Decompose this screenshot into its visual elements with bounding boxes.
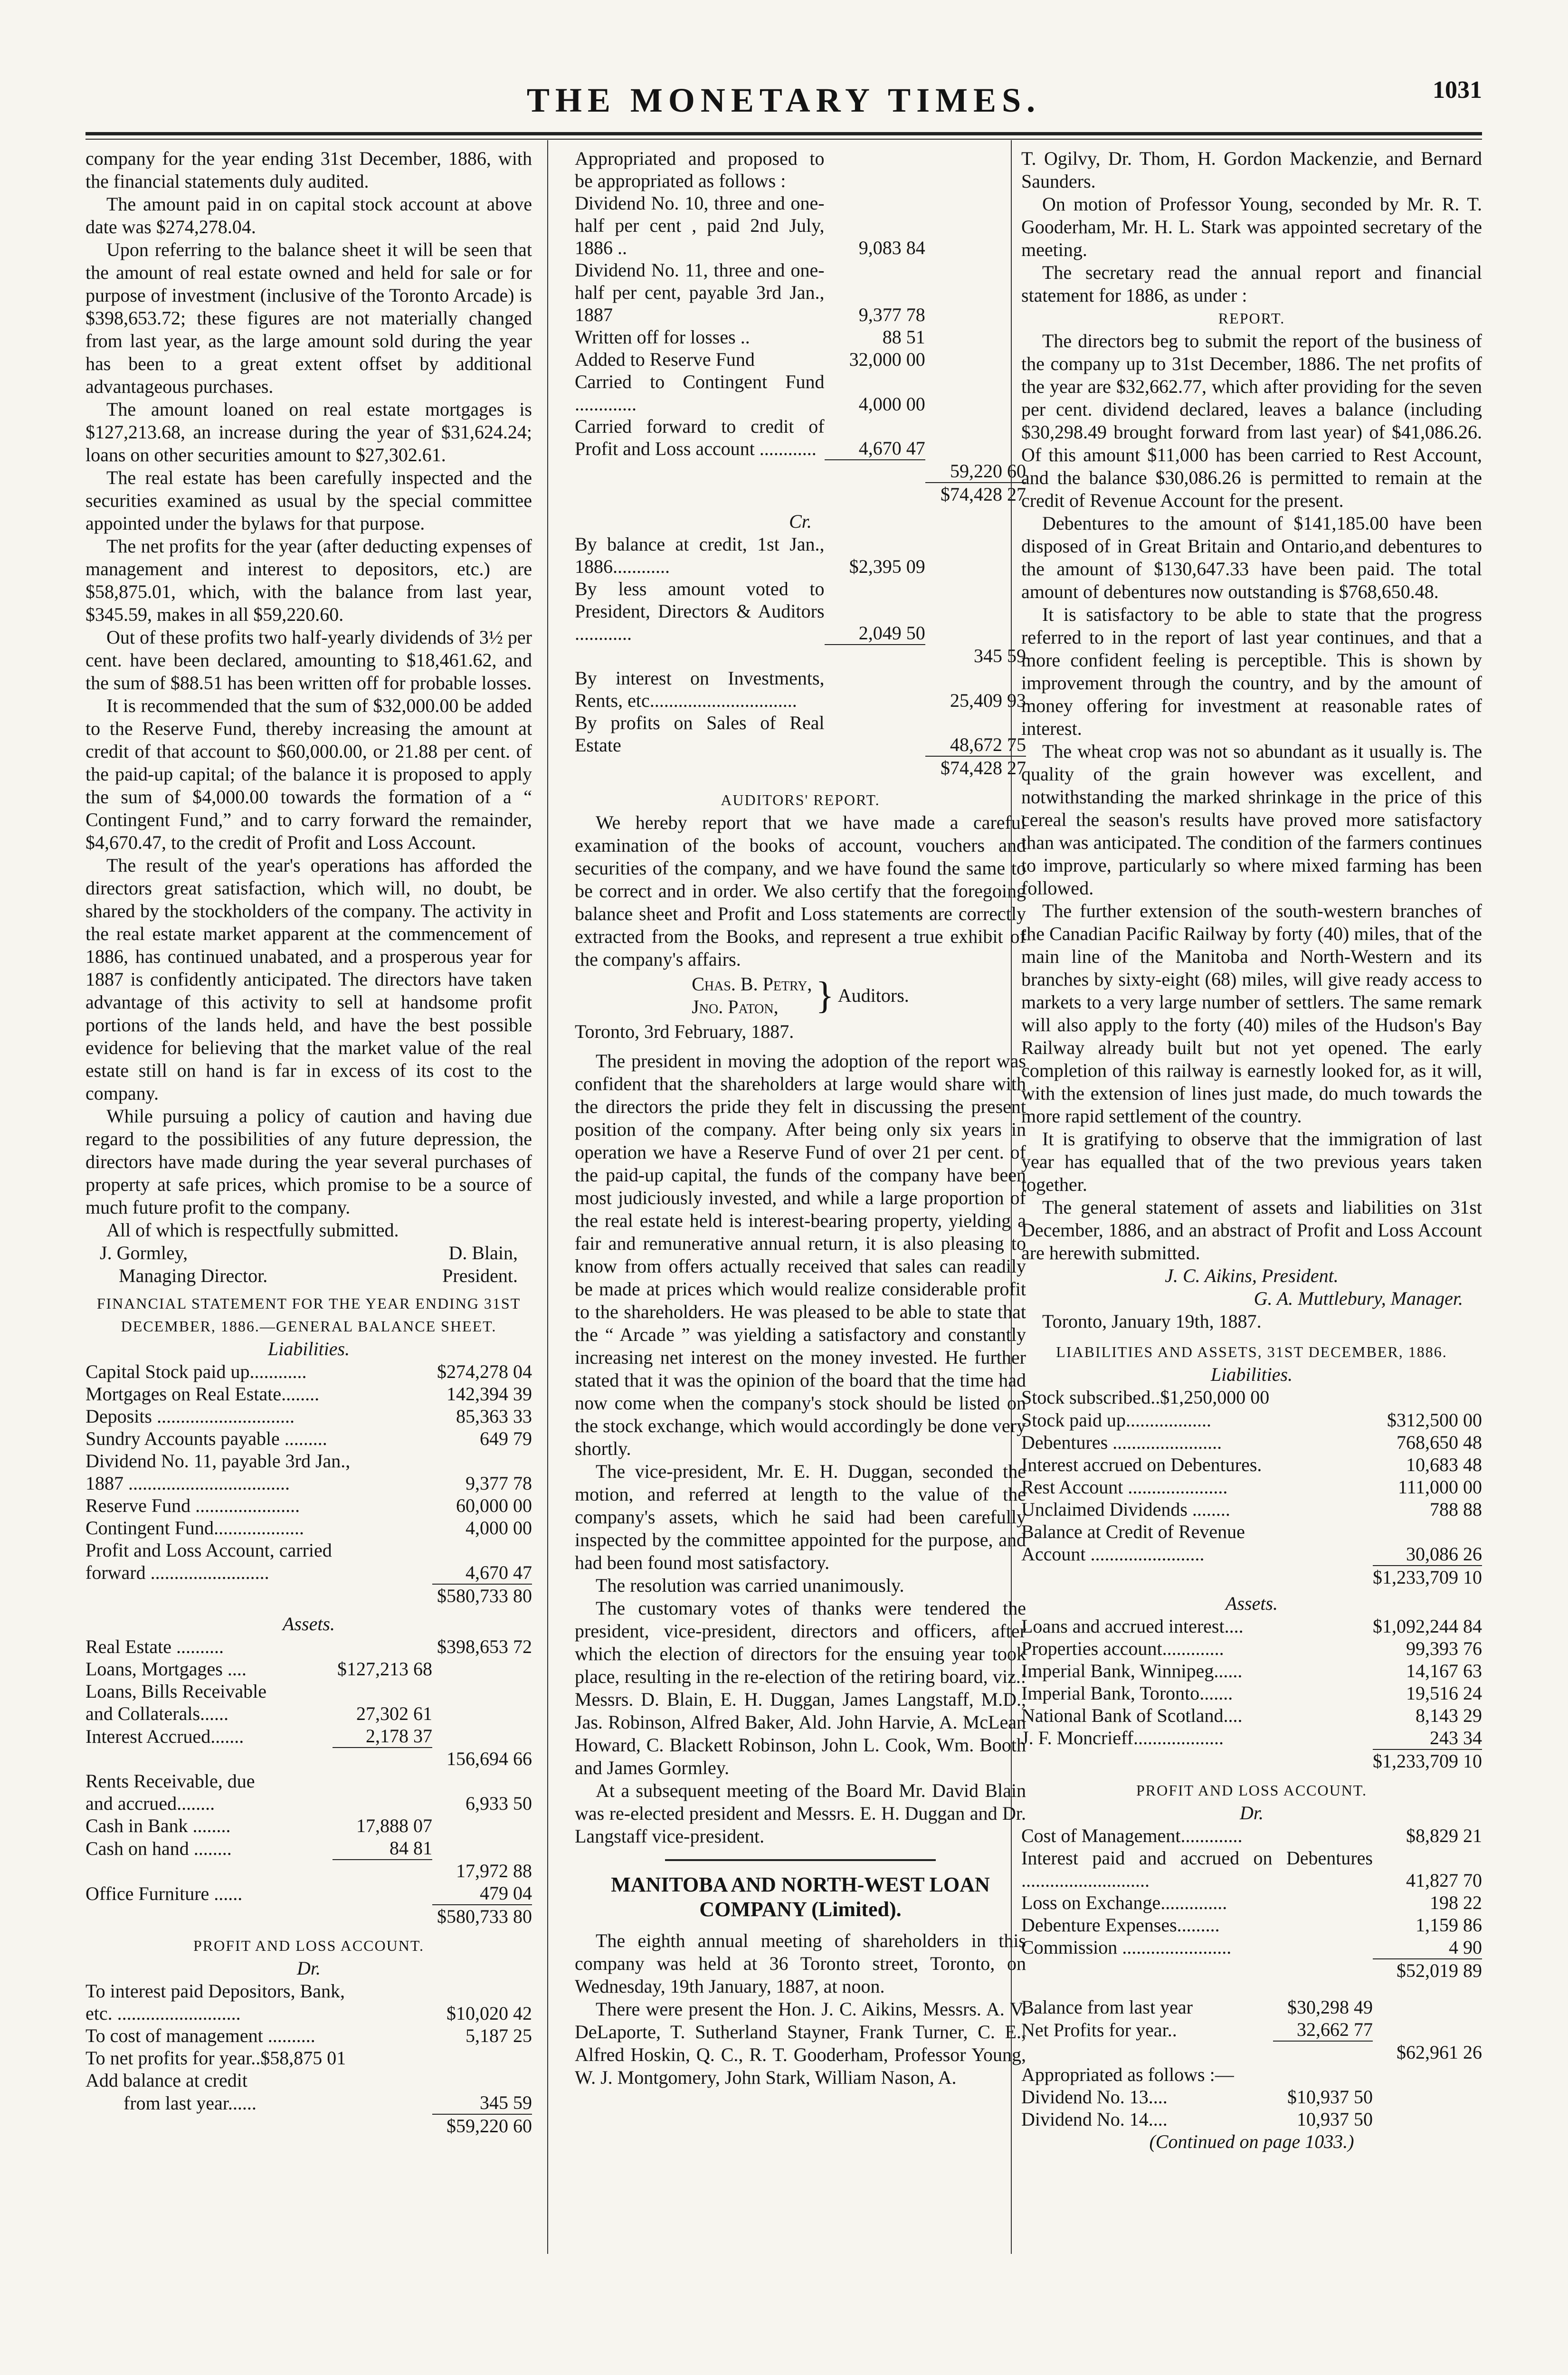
paragraph: On motion of Professor Young, seconded by Mr. R. T. Gooderham, Mr. H. L. Stark was appointed secretary of the meeting. xyxy=(1021,193,1482,260)
row-label: and accrued........ xyxy=(86,1793,215,1814)
subtotal-amount: 59,220 60 xyxy=(950,460,1026,482)
table-row xyxy=(1021,1543,1482,1565)
paragraph: The customary votes of thanks were tendered the president, vice-president, directors and officers, after which the election of directors for the ensuing year took place, resulting in the re-election of the retiring board, viz.: Messrs. D. Blain, E. H. Duggan, James Langstaff, M.D., Jas. Robinson, Alfred Baker, Ald. John Harvie, A. McLean Howard, C. Blackett Robinson, John L. Cook, Wm. Booth and James Gormley. xyxy=(575,1597,1026,1778)
total-amount: $1,233,709 10 xyxy=(1373,1750,1482,1772)
table-row xyxy=(1021,1409,1482,1431)
section-heading: REPORT. xyxy=(1218,310,1285,327)
row-amount: 19,516 24 xyxy=(1406,1682,1482,1704)
table-row xyxy=(86,1405,532,1427)
liabilities-table xyxy=(1021,1409,1482,1565)
row-label: Office Furniture ...... xyxy=(86,1883,243,1904)
masthead-title: THE MONETARY TIMES. xyxy=(526,81,1041,119)
paragraph: The general statement of assets and liabilities on 31st December, 1886, and an abstract of Profit and Loss Account are herewith submitted. xyxy=(1021,1197,1482,1264)
paragraph: The vice-president, Mr. E. H. Duggan, seconded the motion, and referred at length to the value of the company's assets, which he said had been carefully inspected by the committee appointed for the purpose, and had been found most satisfactory. xyxy=(575,1461,1026,1573)
row-label: By interest on Investments, Rents, etc............................... xyxy=(575,667,825,711)
signature-row xyxy=(86,1242,532,1264)
row-amount: 649 79 xyxy=(480,1428,532,1449)
row-amount: 5,187 25 xyxy=(466,2025,532,2046)
subtotal-amount: 156,694 66 xyxy=(447,1748,532,1769)
table-row xyxy=(86,1494,532,1517)
signature-title: Managing Director. xyxy=(119,1265,268,1286)
row-label: Appropriated and proposed to be appropriated as follows : xyxy=(575,148,825,191)
row-amount: 30,086 26 xyxy=(1406,1543,1482,1565)
row-label: Interest Accrued....... xyxy=(86,1726,244,1747)
row-amount: 142,394 39 xyxy=(447,1383,532,1405)
section-heading: PROFIT AND LOSS ACCOUNT. xyxy=(1136,1782,1367,1799)
row-amount: 788 88 xyxy=(1430,1499,1482,1520)
section-heading: LIABILITIES AND ASSETS, 31ST DECEMBER, 1886. xyxy=(1056,1343,1447,1360)
stock-subscribed-line: Stock subscribed..$1,250,000 00 xyxy=(1021,1387,1270,1408)
table-row xyxy=(86,1427,532,1450)
table-row xyxy=(1021,1660,1482,1682)
row-label: and Collaterals...... xyxy=(86,1703,229,1724)
row-label: Commission ....................... xyxy=(1021,1937,1232,1958)
row-amount: $10,020 42 xyxy=(447,2003,532,2024)
paragraph: While pursuing a policy of caution and having due regard to the possibilities of any future depression, the directors have made during the year several purchases of property at safe prices, which promise to be a source of much future profit to the company. xyxy=(86,1105,532,1218)
row-amount: $127,213 68 xyxy=(337,1658,432,1680)
column-1 xyxy=(86,147,532,2137)
signature-title: President. xyxy=(442,1265,518,1286)
row-label: By less amount voted to President, Directors & Auditors ............ xyxy=(575,578,825,644)
row-amount: 32,662 77 xyxy=(1297,2019,1373,2040)
page-header xyxy=(86,71,1482,124)
row-label: Account ........................ xyxy=(1021,1543,1205,1565)
row-label: Dividend No. 13.... xyxy=(1021,2086,1168,2108)
paragraph: The real estate has been carefully inspected and the securities examined as usual by the special committee appointed under the bylaws for that purpose. xyxy=(86,467,532,534)
row-label: Balance at Credit of Revenue xyxy=(1021,1521,1245,1542)
row-amount: 17,888 07 xyxy=(356,1815,432,1836)
row-label: Mortgages on Real Estate........ xyxy=(86,1383,320,1405)
row-amount: 60,000 00 xyxy=(456,1495,532,1516)
assets-table xyxy=(1021,1615,1482,1749)
table-row xyxy=(1021,1476,1482,1498)
table-row xyxy=(86,1360,532,1383)
row-amount: $30,298 49 xyxy=(1287,1996,1373,2018)
row-amount: 4 90 xyxy=(1449,1937,1482,1958)
row-label: Dividend No. 10, three and one-half per cent , paid 2nd July, 1886 .. xyxy=(575,192,825,258)
row-label: Loans, Bills Receivable xyxy=(86,1681,267,1702)
row-amount: 32,000 00 xyxy=(849,349,925,370)
header-rule-thin xyxy=(86,139,1482,140)
row-label: etc. .......................... xyxy=(86,2003,241,2024)
row-label: Debenture Expenses......... xyxy=(1021,1914,1220,1936)
table-row xyxy=(1021,1824,1482,1847)
row-label: Unclaimed Dividends ........ xyxy=(1021,1499,1230,1520)
table-row xyxy=(86,1450,532,1472)
table-row xyxy=(86,1539,532,1561)
liabilities-table xyxy=(86,1360,532,1584)
row-amount: 4,000 00 xyxy=(466,1517,532,1539)
row-amount: 111,000 00 xyxy=(1397,1476,1482,1498)
table-row xyxy=(1021,1847,1482,1891)
table-row xyxy=(1021,1704,1482,1727)
paragraph: It is satisfactory to be able to state that the progress referred to in the report of last year continues, and that a more confident feeling is perceptible. This is shown by improvement through the country, and by the amount of money offering for investment at reasonable rates of interest. xyxy=(1021,604,1482,739)
header-rule xyxy=(86,132,1482,135)
row-amount: 243 34 xyxy=(1430,1727,1482,1748)
row-amount: 8,143 29 xyxy=(1416,1705,1482,1726)
paragraph: The president in moving the adoption of the report was confident that the shareholders at large would share with the directors the pride they felt in discussing the present position of the company. After being only six years in operation we have a Reserve Fund of over 21 per cent. of the paid-up capital, the funds of the company have been most judiciously invested, and while a large proportion of the real estate held is interest-bearing property, yielding a fair and remunerative annual return, it is also pleasing to know from offers actually received that sales can readily be made at prices which would realize considerable profit to the shareholders. He was pleased to be able to state that the “ Arcade ” was yielding a satisfactory and constantly increasing net interest on the money invested. He further stated that it was the opinion of the board that the time had now come when the company's stock should be listed on the stock exchange, which would accordingly be done very shortly. xyxy=(575,1050,1026,1459)
row-label: To interest paid Depositors, Bank, xyxy=(86,1980,345,2002)
row-amount: $398,653 72 xyxy=(437,1636,532,1657)
date-line: Toronto, 3rd February, 1887. xyxy=(575,1021,794,1042)
total-amount: $74,428 27 xyxy=(925,756,1026,779)
paragraph: company for the year ending 31st December, 1886, with the financial statements duly audited. xyxy=(86,148,532,192)
section-rule xyxy=(665,1859,936,1861)
row-label: Dividend No. 11, payable 3rd Jan., xyxy=(86,1450,351,1472)
paragraph: It is gratifying to observe that the immigration of last year has equalled that of the two previous years taken together. xyxy=(1021,1128,1482,1195)
table-row xyxy=(1021,1727,1482,1749)
auditors-label: Auditors. xyxy=(837,985,909,1006)
row-label: Interest accrued on Debentures. xyxy=(1021,1454,1262,1475)
row-label: Carried forward to credit of Profit and Loss account ............ xyxy=(575,416,825,459)
row-label: Cash on hand ........ xyxy=(86,1838,232,1859)
subheading: Liabilities. xyxy=(267,1338,350,1359)
row-amount: 88 51 xyxy=(882,326,925,348)
row-amount: 10,937 50 xyxy=(1297,2109,1373,2130)
section-heading: FINANCIAL STATEMENT FOR THE YEAR ENDING 31ST DECEMBER, 1886.—GENERAL BALANCE SHEET. xyxy=(96,1295,521,1335)
table-row xyxy=(1021,1454,1482,1476)
signature-line: G. A. Muttlebury, Manager. xyxy=(1254,1288,1463,1309)
table-row xyxy=(86,1561,532,1584)
total-amount: $580,733 80 xyxy=(432,1905,532,1928)
row-amount: 4,670 47 xyxy=(858,437,925,459)
signature-line: J. C. Aikins, President. xyxy=(1165,1265,1339,1286)
total-amount: $52,019 89 xyxy=(1373,1959,1482,1982)
row-label: Written off for losses .. xyxy=(575,326,750,348)
paragraph: The eighth annual meeting of shareholders in this company was held at 36 Toronto street, Toronto, on Wednesday, 19th January, 1887, at noon. xyxy=(575,1930,1026,1997)
row-label: Carried to Contingent Fund ............. xyxy=(575,371,825,415)
row-amount: 25,409 93 xyxy=(950,690,1026,711)
pl-total-table xyxy=(1021,1958,1482,1982)
row-label: To net profits for year..$58,875 01 xyxy=(86,2047,346,2069)
signature-row xyxy=(86,1264,532,1287)
row-label: Rents Receivable, due xyxy=(86,1770,255,1792)
table-row xyxy=(86,1472,532,1494)
row-amount: $312,500 00 xyxy=(1387,1409,1482,1431)
row-label: To cost of management .......... xyxy=(86,2025,315,2046)
paragraph: The wheat crop was not so abundant as it usually is. The quality of the grain however was excellent, and notwithstanding the marked shrinkage in the price of this cereal the season's results have proved more satisfactory than was anticipated. The condition of the farmers continues to improve, particularly so where mixed farming has been followed. xyxy=(1021,741,1482,899)
row-amount: 6,933 50 xyxy=(466,1793,532,1814)
row-label: Added to Reserve Fund xyxy=(575,349,755,370)
row-label: Cash in Bank ........ xyxy=(86,1815,231,1836)
row-label: Debentures ....................... xyxy=(1021,1432,1222,1453)
row-label: By profits on Sales of Real Estate xyxy=(575,712,825,756)
row-label: Imperial Bank, Winnipeg...... xyxy=(1021,1660,1243,1682)
subheading: Liabilities. xyxy=(1210,1364,1293,1385)
paragraph: The amount loaned on real estate mortgages is $127,213.68, an increase during the year of $31,624.24; loans on other securities amount to $27,302.61. xyxy=(86,399,532,466)
paragraph: We hereby report that we have made a careful examination of the books of account, vouchers and securities of the company, and we have found the same to be correct and in order. We also certify that the foregoing balance sheet and Profit and Loss statements are correctly extracted from the Books, and represent a true exhibit of the company's affairs. xyxy=(575,812,1026,970)
auditors-signature xyxy=(575,973,1026,1018)
date-line: Toronto, January 19th, 1887. xyxy=(1042,1311,1262,1332)
row-label: Rest Account ..................... xyxy=(1021,1476,1228,1498)
row-amount xyxy=(432,1539,532,1561)
credit-table xyxy=(575,533,1026,779)
row-amount: 345 59 xyxy=(480,2092,532,2113)
row-amount: $274,278 04 xyxy=(437,1361,532,1382)
row-label: J. F. Moncrieff................... xyxy=(1021,1727,1224,1748)
page-number: 1031 xyxy=(1433,76,1482,104)
row-amount: 4,670 47 xyxy=(466,1562,532,1583)
signature-name: J. Gormley, xyxy=(100,1242,188,1264)
row-amount: 768,650 48 xyxy=(1397,1432,1482,1453)
liabilities-total-table xyxy=(86,1584,532,1607)
paragraph: Debentures to the amount of $141,185.00 have been disposed of in Great Britain and Ontario,and debentures to the amount of $130,647.33 have been paid. The total amount of debentures now outstanding is $768,650.48. xyxy=(1021,513,1482,602)
row-amount: $10,937 50 xyxy=(1287,2086,1373,2108)
row-label: Balance from last year xyxy=(1021,1996,1193,2018)
row-amount: 85,363 33 xyxy=(456,1406,532,1427)
column-2 xyxy=(575,147,1026,2089)
row-amount: 41,827 70 xyxy=(1406,1870,1482,1891)
subheading: Dr. xyxy=(296,1957,321,1979)
article-heading: MANITOBA AND NORTH-WEST LOAN COMPANY (Limited). xyxy=(611,1873,990,1921)
table-row xyxy=(1021,1682,1482,1704)
row-label: Cost of Management............. xyxy=(1021,1825,1243,1846)
paragraph: Out of these profits two half-yearly dividends of 3½ per cent. have been declared, amounting to $18,461.62, and the sum of $88.51 has been written off for probable losses. xyxy=(86,627,532,694)
row-amount: 14,167 63 xyxy=(1406,1660,1482,1682)
row-label: Properties account............. xyxy=(1021,1638,1224,1659)
paragraph: The amount paid in on capital stock account at above date was $274,278.04. xyxy=(86,193,532,238)
row-amount: $8,829 21 xyxy=(1406,1825,1482,1846)
table-row xyxy=(1021,1431,1482,1454)
row-label: National Bank of Scotland.... xyxy=(1021,1705,1243,1726)
row-label: Imperial Bank, Toronto....... xyxy=(1021,1682,1233,1704)
paragraph: The further extension of the south-western branches of the Canadian Pacific Railway by forty (40) miles, that of the main line of the Manitoba and North-Western and its branches by sixty-eight (68) miles, will give ready access to markets to a very large number of settlers. The same remark will also apply to the forty (40) miles of the Hudson's Bay Railway already built but not yet opened. The early completion of this railway is earnestly looked for, as it will, with the extension of lines just made, do much towards the more rapid settlement of the country. xyxy=(1021,900,1482,1127)
profit-loss-table xyxy=(1021,1824,1482,1958)
paragraph: The resolution was carried unanimously. xyxy=(596,1575,904,1596)
subtotal-amount: 345 59 xyxy=(974,645,1026,666)
table-row xyxy=(1021,1936,1482,1958)
total-amount: $74,428 27 xyxy=(925,483,1026,505)
paragraph: It is recommended that the sum of $32,000.00 be added to the Reserve Fund, thereby increasing the amount at credit of that account to $60,000.00, or 21.88 per cent. of the paid-up capital; of the balance it is proposed to apply the sum of $4,000.00 towards the formation of a “ Contingent Fund,” and to carry forward the remainder, $4,670.47, to the credit of Profit and Loss Account. xyxy=(86,695,532,853)
paragraph: The secretary read the annual report and financial statement for 1886, as under : xyxy=(1021,262,1482,306)
row-amount: 27,302 61 xyxy=(356,1703,432,1724)
row-amount xyxy=(432,1450,532,1472)
subheading: Cr. xyxy=(789,511,812,532)
continued-note: (Continued on page 1033.) xyxy=(1149,2131,1354,2152)
row-amount: $1,092,244 84 xyxy=(1373,1615,1482,1637)
subheading: Assets. xyxy=(283,1613,335,1634)
table-row xyxy=(1021,1498,1482,1520)
table-row xyxy=(1021,1914,1482,1936)
table-row xyxy=(86,1517,532,1539)
row-amount: 48,672 75 xyxy=(950,734,1026,755)
row-label: By balance at credit, 1st Jan., 1886............ xyxy=(575,533,825,577)
table-row xyxy=(1021,1615,1482,1637)
subtotal-amount: 17,972 88 xyxy=(456,1860,532,1881)
row-label: Sundry Accounts payable ......... xyxy=(86,1428,327,1449)
row-amount: 479 04 xyxy=(480,1882,532,1904)
assets-table xyxy=(86,1635,532,1928)
row-amount: 2,049 50 xyxy=(858,622,925,644)
row-label: forward ......................... xyxy=(86,1562,269,1583)
total-amount: $62,961 26 xyxy=(1397,2042,1482,2063)
row-label: Deposits ............................. xyxy=(86,1406,295,1427)
profit-loss-table xyxy=(86,1980,532,2137)
paragraph: The result of the year's operations has afforded the directors great satisfaction, which will, no doubt, be shared by the stockholders of the company. The activity in the real estate market apparent at the commencement of 1886, has continued unabated, and a prosperous year for 1887 is confidently anticipated. The directors have taken advantage of this activity to sell at handsome profit portions of the lands held, and have the best possible evidence for believing that the market value of the real estate still on hand is far in excess of its cost to the company. xyxy=(86,855,532,1104)
liabilities-total-table xyxy=(1021,1565,1482,1588)
paragraph: There were present the Hon. J. C. Aikins, Messrs. A. V. DeLaporte, T. Sutherland Stayner, Frank Turner, C. E., Alfred Hoskin, Q. C., R. T. Gooderham, Professor Young, W. J. Montgomery, John Stark, William Nason, A. xyxy=(575,1998,1026,2088)
paragraph: At a subsequent meeting of the Board Mr. David Blain was re-elected president and Messrs. E. H. Duggan and Dr. Langstaff vice-president. xyxy=(575,1780,1026,1847)
row-label: from last year...... xyxy=(124,2092,257,2114)
paragraph: T. Ogilvy, Dr. Thom, H. Gordon Mackenzie, and Bernard Saunders. xyxy=(1021,148,1482,192)
paragraph: The net profits for the year (after deducting expenses of management and interest to depositors, etc.) are $58,875.01, which, with the balance from last year, $345.59, makes in all $59,220.60. xyxy=(86,535,532,625)
total-amount: $580,733 80 xyxy=(432,1584,532,1607)
paragraph: All of which is respectfully submitted. xyxy=(106,1219,399,1241)
row-amount: 10,683 48 xyxy=(1406,1454,1482,1475)
row-amount: 9,377 78 xyxy=(466,1472,532,1494)
signature-name: D. Blain, xyxy=(448,1242,518,1264)
row-amount: 9,083 84 xyxy=(858,237,925,258)
section-heading: AUDITORS' REPORT. xyxy=(721,791,880,808)
row-label: Interest paid and accrued on Debentures ........................... xyxy=(1021,1847,1373,1891)
row-label: Add balance at credit xyxy=(86,2070,247,2091)
assets-total-table xyxy=(1021,1749,1482,1772)
row-label: Dividend No. 11, three and one-half per cent, payable 3rd Jan., 1887 xyxy=(575,259,825,325)
balance-table xyxy=(1021,1996,1482,2130)
row-label: Reserve Fund ...................... xyxy=(86,1495,300,1516)
row-amount xyxy=(1373,1520,1482,1543)
row-amount: 1,159 86 xyxy=(1416,1914,1482,1936)
row-amount: 99,393 76 xyxy=(1406,1638,1482,1659)
row-label: Appropriated as follows :— xyxy=(1021,2064,1234,2085)
total-amount: $1,233,709 10 xyxy=(1373,1567,1482,1588)
subheading: Dr. xyxy=(1239,1802,1264,1824)
table-row xyxy=(1021,1520,1482,1543)
brace-glyph: } xyxy=(816,975,834,1016)
table-row xyxy=(86,1383,532,1405)
row-label: Net Profits for year.. xyxy=(1021,2019,1177,2041)
table-row xyxy=(1021,1637,1482,1660)
row-amount: 4,000 00 xyxy=(858,393,925,415)
subheading: Assets. xyxy=(1226,1593,1278,1614)
row-label: 1887 .................................. xyxy=(86,1472,290,1494)
row-label: Loans, Mortgages .... xyxy=(86,1658,247,1680)
row-label: Loss on Exchange.............. xyxy=(1021,1892,1227,1913)
auditor-name: Chas. B. Petry, xyxy=(692,973,812,995)
row-label: Real Estate .......... xyxy=(86,1636,224,1657)
row-amount: 9,377 78 xyxy=(858,304,925,325)
row-label: Loans and accrued interest.... xyxy=(1021,1615,1244,1637)
paragraph: Upon referring to the balance sheet it will be seen that the amount of real estate owned and held for sale or for purpose of investment (inclusive of the Toronto Arcade) is $398,653.72; these figures are not materially changed from last year, as the large amount sold during the year has been to a great extent offset by additional advantageous purchases. xyxy=(86,239,532,397)
column-divider-1 xyxy=(547,140,548,2254)
row-amount: $2,395 09 xyxy=(849,556,925,577)
paragraph: The directors beg to submit the report of the business of the company up to 31st December, 1886. The net profits of the year are $32,662.77, which after providing for the seven per cent. dividend declared, leaves a balance (including $30,298.49 brought forward from last year) of $41,086.26. Of this amount $11,000 has been carried to Rest Account, and the balance $30,086.26 is permitted to remain at the credit of Revenue Account for the present. xyxy=(1021,330,1482,511)
row-label: Stock paid up.................. xyxy=(1021,1409,1211,1431)
table-row xyxy=(1021,1891,1482,1914)
auditor-name: Jno. Paton, xyxy=(692,996,779,1017)
row-amount: 198 22 xyxy=(1430,1892,1482,1913)
row-amount: 84 81 xyxy=(390,1837,432,1859)
column-3 xyxy=(1021,147,1482,2153)
total-amount: $59,220 60 xyxy=(432,2114,532,2137)
row-amount: 2,178 37 xyxy=(366,1725,432,1747)
row-label: Contingent Fund................... xyxy=(86,1517,304,1539)
row-label: Capital Stock paid up............ xyxy=(86,1361,307,1382)
row-label: Profit and Loss Account, carried xyxy=(86,1539,332,1561)
section-heading: PROFIT AND LOSS ACCOUNT. xyxy=(193,1937,424,1954)
row-label: Dividend No. 14.... xyxy=(1021,2109,1168,2130)
appropriation-table xyxy=(575,147,1026,505)
